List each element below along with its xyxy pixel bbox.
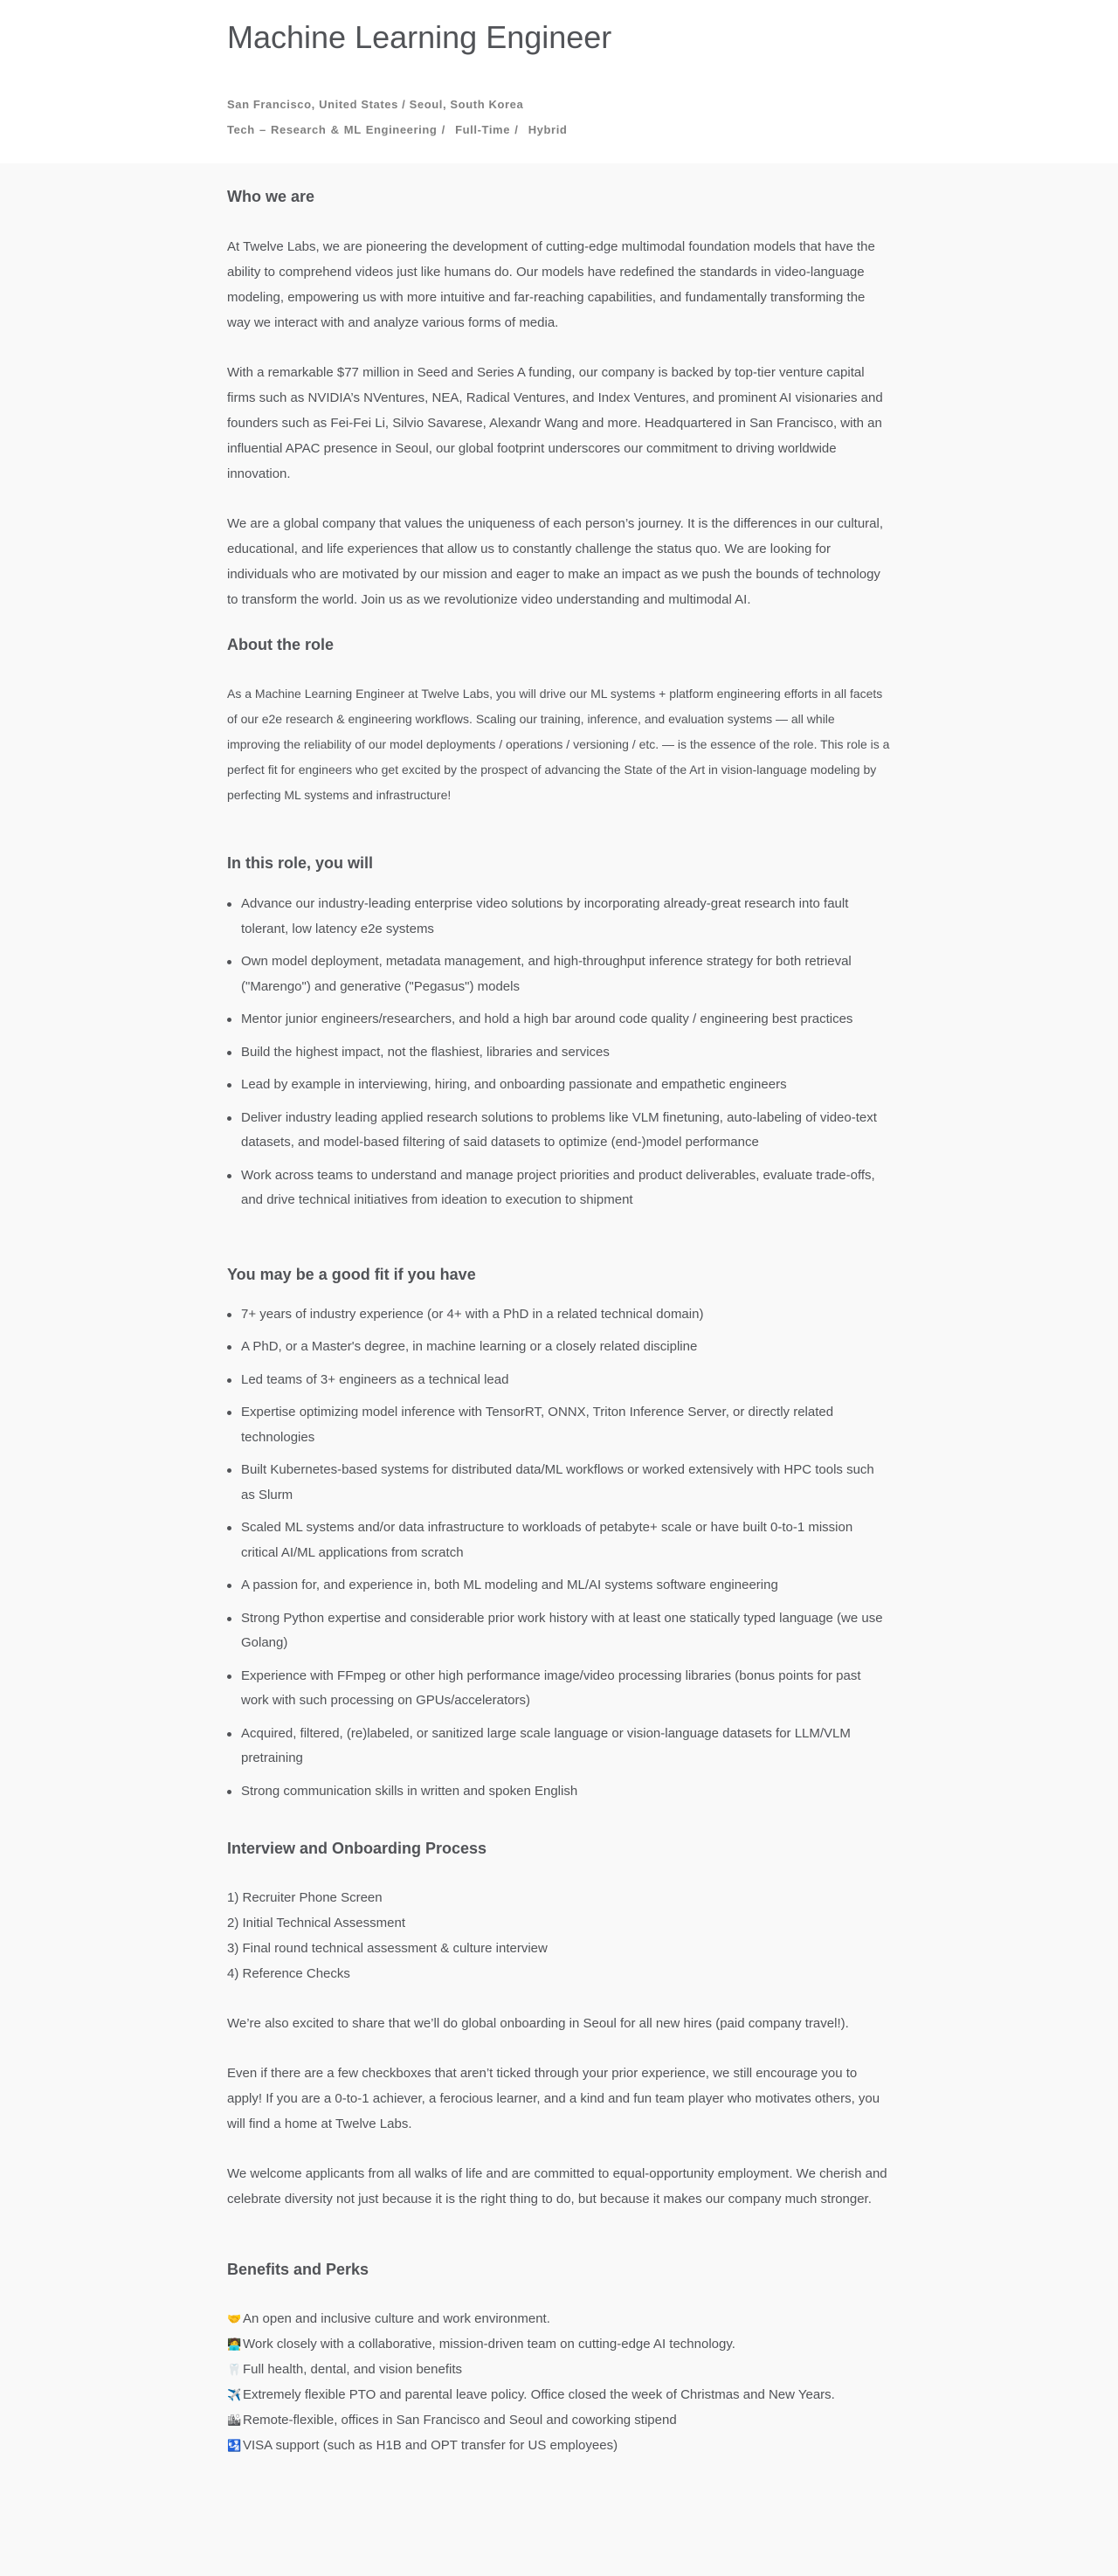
in-role-list (227, 892, 891, 1213)
job-workplace: Hybrid (528, 123, 568, 136)
list-item: A PhD, or a Master's degree, in machine learning or a closely related discipline (241, 1335, 891, 1360)
list-item: Advance our industry-leading enterprise video solutions by incorporating already-great research into fault tolerant, low latency e2e systems (241, 892, 891, 942)
interview-step: 4) Reference Checks (227, 1966, 350, 1981)
cityscape-icon: 🏙 (227, 2414, 242, 2427)
interview-step: 2) Initial Technical Assessment (227, 1916, 405, 1930)
list-item: Scaled ML systems and/or data infrastructure to workloads of petabyte+ scale or have built 0-to-1 mission critical AI/ML applications from scratch (241, 1516, 891, 1565)
benefit-text: Remote-flexible, offices in San Francisco and Seoul and coworking stipend (243, 2413, 677, 2428)
interview-paragraph: Even if there are a few checkboxes that aren’t ticked through your prior experience, we still encourage you to apply! If you are a 0-to-1 achiever, a ferocious learner, and a kind and fun team player who motivates others, you will find a home at Twelve Labs. (227, 2066, 880, 2131)
list-item: 7+ years of industry experience (or 4+ with a PhD in a related technical domain) (241, 1302, 891, 1328)
benefits-section (227, 2257, 891, 2458)
list-item: Strong Python expertise and considerable prior work history with at least one statically typed language (we use Golang) (241, 1606, 891, 1656)
job-location: San Francisco, United States / Seoul, South Korea (227, 98, 524, 111)
in-role-section (227, 851, 891, 1213)
benefit-item (227, 2357, 891, 2382)
about-role-heading: About the role (227, 636, 334, 653)
who-we-are-paragraph: We are a global company that values the uniqueness of each person’s journey. It is the differences in our cultural, educational, and life experiences that allow us to constantly challenge the status quo. We are looking for individuals who are motivated by our mission and eager to make an impact as we push the bounds of technology to transform the world. Join us as we revolutionize video understanding and multimodal AI. (227, 516, 884, 607)
list-item: Build the highest impact, not the flashiest, libraries and services (241, 1040, 891, 1066)
list-item: Experience with FFmpeg or other high performance image/video processing libraries (bonus points for past work with such processing on GPUs/accelerators) (241, 1664, 891, 1714)
benefit-text: VISA support (such as H1B and OPT transfer for US employees) (243, 2438, 618, 2453)
list-item: Lead by example in interviewing, hiring, and onboarding passionate and empathetic engineers (241, 1073, 891, 1098)
benefits-list (227, 2306, 891, 2458)
benefit-item (227, 2407, 891, 2433)
interview-heading: Interview and Onboarding Process (227, 1840, 487, 1857)
interview-paragraph: We’re also excited to share that we’ll do global onboarding in Seoul for all new hires (paid company travel!). (227, 2016, 849, 2031)
posting-content (0, 163, 1118, 2476)
good-fit-section (227, 1262, 891, 1805)
benefits-heading: Benefits and Perks (227, 2261, 369, 2278)
job-team: Tech – Research & ML Engineering / (227, 123, 445, 136)
list-item: Built Kubernetes-based systems for distributed data/ML workflows or worked extensively with HPC tools such as Slurm (241, 1458, 891, 1508)
benefit-text: Extremely flexible PTO and parental leave policy. Office closed the week of Christmas and New Years. (243, 2387, 835, 2402)
list-item: A passion for, and experience in, both ML modeling and ML/AI systems software engineering (241, 1573, 891, 1599)
benefit-item (227, 2331, 891, 2357)
benefit-item (227, 2433, 891, 2458)
list-item: Expertise optimizing model inference with TensorRT, ONNX, Triton Inference Server, or directly related technologies (241, 1400, 891, 1450)
benefit-text: An open and inclusive culture and work environment. (243, 2311, 550, 2326)
technologist-icon: 🧑‍💻 (227, 2338, 242, 2351)
list-item: Strong communication skills in written and spoken English (241, 1779, 891, 1805)
list-item: Own model deployment, metadata management, and high-throughput inference strategy for both retrieval ("Marengo") and generative ("Pegasus") models (241, 950, 891, 999)
passport-control-icon: 🛂 (227, 2439, 242, 2452)
handshake-icon: 🤝 (227, 2312, 242, 2325)
about-role-section (227, 632, 891, 808)
benefit-item (227, 2306, 891, 2331)
who-we-are-paragraph: With a remarkable $77 million in Seed and Series A funding, our company is backed by top-tier venture capital firms such as NVIDIA’s NVentures, NEA, Radical Ventures, and Index Ventures, and prominent AI visionaries and founders such as Fei-Fei Li, Silvio Savarese, Alexandr Wang and more. Headquartered in San Francisco, with an influential APAC presence in Seoul, our global footprint underscores our commitment to driving worldwide innovation. (227, 365, 883, 481)
list-item: Acquired, filtered, (re)labeled, or sanitized large scale language or vision-language datasets for LLM/VLM pretraining (241, 1722, 891, 1771)
airplane-icon: ✈️ (227, 2388, 242, 2401)
benefit-item (227, 2382, 891, 2407)
posting-header (0, 0, 1118, 163)
good-fit-list (227, 1302, 891, 1805)
tooth-icon: 🦷 (227, 2363, 242, 2376)
list-item: Mentor junior engineers/researchers, and hold a high bar around code quality / engineering best practices (241, 1007, 891, 1032)
good-fit-heading: You may be a good fit if you have (227, 1265, 476, 1283)
benefit-text: Full health, dental, and vision benefits (243, 2362, 462, 2377)
who-we-are-section (227, 184, 891, 612)
list-item: Work across teams to understand and manage project priorities and product deliverables, evaluate trade-offs, and drive technical initiatives from ideation to execution to shipment (241, 1164, 891, 1213)
list-item: Led teams of 3+ engineers as a technical lead (241, 1368, 891, 1393)
interview-step: 1) Recruiter Phone Screen (227, 1890, 383, 1905)
interview-section (227, 1836, 891, 2212)
who-we-are-heading: Who we are (227, 188, 315, 205)
interview-step: 3) Final round technical assessment & culture interview (227, 1941, 548, 1956)
job-categories (227, 123, 891, 137)
who-we-are-paragraph: At Twelve Labs, we are pioneering the development of cutting-edge multimodal foundation models that have the ability to comprehend videos just like humans do. Our models have redefined the standards in video-language modeling, empowering us with more intuitive and far-reaching capabilities, and fundamentally transforming the way we interact with and analyze various forms of media. (227, 239, 875, 330)
job-title: Machine Learning Engineer (227, 19, 612, 55)
benefit-text: Work closely with a collaborative, mission-driven team on cutting-edge AI technology. (243, 2337, 735, 2352)
list-item: Deliver industry leading applied research solutions to problems like VLM finetuning, auto-labeling of video-text datasets, and model-based filtering of said datasets to optimize (end-)model performance (241, 1106, 891, 1156)
about-role-paragraph: As a Machine Learning Engineer at Twelve Labs, you will drive our ML systems + platform engineering efforts in all facets of our e2e research & engineering workflows. Scaling our training, inference, and evaluation systems — all while improving the reliability of our model deployments / operations / versioning / etc. — is the essence of the role. This role is a perfect fit for engineers who get excited by the prospect of advancing the State of the Art in vision-language modeling by perfecting ML systems and infrastructure! (227, 687, 890, 802)
job-commitment: Full-Time / (455, 123, 519, 136)
in-role-heading: In this role, you will (227, 854, 374, 872)
interview-steps (227, 1885, 891, 1986)
interview-paragraph: We welcome applicants from all walks of life and are committed to equal-opportunity employment. We cherish and celebrate diversity not just because it is the right thing to do, but because it makes our company much stronger. (227, 2166, 887, 2207)
